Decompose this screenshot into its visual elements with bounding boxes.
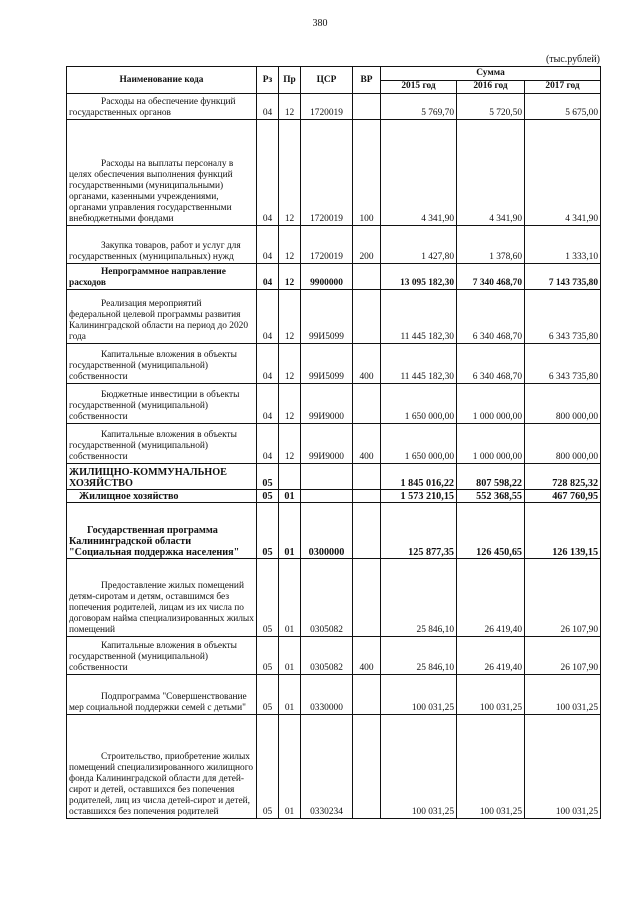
table-row (67, 264, 601, 290)
row-2015: 4 341,90 (381, 120, 457, 226)
table-row (67, 637, 601, 675)
row-2017: 7 143 735,80 (525, 264, 601, 290)
row-pr: 12 (279, 384, 301, 424)
row-2016: 6 340 468,70 (457, 290, 525, 344)
row-name: Непрограммное направление расходов (67, 264, 257, 290)
table-row (67, 120, 601, 226)
table-row (67, 715, 601, 819)
table-row (67, 675, 601, 715)
row-name: Жилищное хозяйство (67, 490, 257, 503)
row-name: Расходы на обеспечение функций государственных органов (67, 94, 257, 120)
row-2017: 467 760,95 (525, 490, 601, 503)
table-row (67, 424, 601, 464)
row-pr: 12 (279, 264, 301, 290)
row-2016: 7 340 468,70 (457, 264, 525, 290)
row-pr: 01 (279, 675, 301, 715)
row-pr: 12 (279, 344, 301, 384)
row-2015: 1 650 000,00 (381, 384, 457, 424)
row-csr (301, 464, 353, 490)
row-2016: 126 450,65 (457, 503, 525, 559)
row-2017: 100 031,25 (525, 715, 601, 819)
row-2015: 13 095 182,30 (381, 264, 457, 290)
row-2016: 807 598,22 (457, 464, 525, 490)
row-2017: 4 341,90 (525, 120, 601, 226)
page-number: 380 (312, 18, 328, 29)
row-2016: 4 341,90 (457, 120, 525, 226)
row-rz: 04 (257, 424, 279, 464)
row-2015: 1 573 210,15 (381, 490, 457, 503)
row-rz: 04 (257, 94, 279, 120)
row-2016: 5 720,50 (457, 94, 525, 120)
row-name: Капитальные вложения в объекты государственной (муниципальной) собственности (67, 637, 257, 675)
row-pr: 01 (279, 637, 301, 675)
table-row (67, 384, 601, 424)
row-name: Капитальные вложения в объекты государственной (муниципальной) собственности (67, 344, 257, 384)
row-2017: 1 333,10 (525, 226, 601, 264)
row-2016: 100 031,25 (457, 675, 525, 715)
row-csr (301, 490, 353, 503)
row-2016: 26 419,40 (457, 637, 525, 675)
row-rz: 05 (257, 464, 279, 490)
row-2015: 125 877,35 (381, 503, 457, 559)
row-rz: 05 (257, 715, 279, 819)
row-2015: 5 769,70 (381, 94, 457, 120)
row-csr: 99И9000 (301, 384, 353, 424)
table-row (67, 490, 601, 503)
row-2016: 1 000 000,00 (457, 424, 525, 464)
row-pr: 12 (279, 94, 301, 120)
header-vr: ВР (353, 67, 381, 94)
row-vr (353, 290, 381, 344)
row-pr: 12 (279, 290, 301, 344)
row-vr (353, 264, 381, 290)
row-pr: 01 (279, 715, 301, 819)
row-csr: 0305082 (301, 559, 353, 637)
table-row (67, 344, 601, 384)
row-csr: 1720019 (301, 120, 353, 226)
row-csr: 99И9000 (301, 424, 353, 464)
row-csr: 1720019 (301, 226, 353, 264)
row-2017: 728 825,32 (525, 464, 601, 490)
table-row (67, 94, 601, 120)
row-vr (353, 675, 381, 715)
row-name: Бюджетные инвестиции в объекты государственной (муниципальной) собственности (67, 384, 257, 424)
row-2016: 26 419,40 (457, 559, 525, 637)
row-2015: 11 445 182,30 (381, 344, 457, 384)
table-row (67, 464, 601, 490)
row-vr (353, 464, 381, 490)
header-2015: 2015 год (381, 80, 457, 94)
row-name: Подпрограмма "Совершенствование мер социальной поддержки семей с детьми" (67, 675, 257, 715)
row-rz: 04 (257, 264, 279, 290)
header-name: Наименование кода (67, 67, 257, 94)
row-rz: 04 (257, 344, 279, 384)
row-name: Строительство, приобретение жилых помещений специализированного жилищного фонда Калининградской области для детей-сирот и детей, оставшихся без попечения родителей, лиц из числа детей-сирот и детей, оставшихся без попечения родителей (67, 715, 257, 819)
row-2016: 1 378,60 (457, 226, 525, 264)
row-csr: 0330234 (301, 715, 353, 819)
table-row (67, 290, 601, 344)
table-row (67, 559, 601, 637)
row-rz: 04 (257, 120, 279, 226)
row-name: Капитальные вложения в объекты государственной (муниципальной) собственности (67, 424, 257, 464)
row-2015: 25 846,10 (381, 637, 457, 675)
row-2017: 800 000,00 (525, 424, 601, 464)
header-sum: Сумма (381, 67, 601, 81)
row-2017: 6 343 735,80 (525, 344, 601, 384)
row-2015: 11 445 182,30 (381, 290, 457, 344)
units-label: (тыс.рублей) (545, 54, 600, 65)
row-rz: 05 (257, 490, 279, 503)
row-2017: 800 000,00 (525, 384, 601, 424)
row-pr: 12 (279, 226, 301, 264)
row-2015: 100 031,25 (381, 715, 457, 819)
row-vr (353, 94, 381, 120)
row-rz: 05 (257, 559, 279, 637)
row-2016: 1 000 000,00 (457, 384, 525, 424)
row-pr: 12 (279, 120, 301, 226)
row-csr: 0300000 (301, 503, 353, 559)
row-pr: 12 (279, 424, 301, 464)
row-pr: 01 (279, 503, 301, 559)
row-2015: 25 846,10 (381, 559, 457, 637)
row-2017: 26 107,90 (525, 559, 601, 637)
header-2017: 2017 год (525, 80, 601, 94)
row-name: ЖИЛИЩНО-КОММУНАЛЬНОЕ ХОЗЯЙСТВО (67, 464, 257, 490)
row-name: Государственная программа Калининградской области "Социальная поддержка населения" (67, 503, 257, 559)
row-csr: 1720019 (301, 94, 353, 120)
row-vr: 400 (353, 424, 381, 464)
row-pr: 01 (279, 490, 301, 503)
row-vr (353, 503, 381, 559)
row-2015: 100 031,25 (381, 675, 457, 715)
row-rz: 05 (257, 503, 279, 559)
row-rz: 05 (257, 675, 279, 715)
row-pr (279, 464, 301, 490)
row-rz: 04 (257, 384, 279, 424)
row-2016: 552 368,55 (457, 490, 525, 503)
table-row (67, 503, 601, 559)
row-vr: 200 (353, 226, 381, 264)
row-csr: 0330000 (301, 675, 353, 715)
row-name: Закупка товаров, работ и услуг для государственных (муниципальных) нужд (67, 226, 257, 264)
row-pr: 01 (279, 559, 301, 637)
row-2015: 1 427,80 (381, 226, 457, 264)
header-pr: Пр (279, 67, 301, 94)
row-2017: 26 107,90 (525, 637, 601, 675)
row-vr: 100 (353, 120, 381, 226)
row-vr: 400 (353, 344, 381, 384)
row-vr (353, 715, 381, 819)
row-2017: 100 031,25 (525, 675, 601, 715)
header-2016: 2016 год (457, 80, 525, 94)
header-rz: Рз (257, 67, 279, 94)
row-csr: 99И5099 (301, 290, 353, 344)
row-name: Расходы на выплаты персоналу в целях обеспечения выполнения функций государственными (муниципальными) органами, казенными учреждениями, органами управления государственными внебюджетными фондами (67, 120, 257, 226)
row-name: Предоставление жилых помещений детям-сиротам и детям, оставшимся без попечения родителей, лицам из их числа по договорам найма специализированных жилых помещений (67, 559, 257, 637)
row-2017: 126 139,15 (525, 503, 601, 559)
table-row (67, 226, 601, 264)
row-csr: 0305082 (301, 637, 353, 675)
budget-table (66, 66, 601, 819)
row-2017: 6 343 735,80 (525, 290, 601, 344)
row-2016: 100 031,25 (457, 715, 525, 819)
row-rz: 04 (257, 290, 279, 344)
row-2016: 6 340 468,70 (457, 344, 525, 384)
row-vr (353, 490, 381, 503)
row-name: Реализация мероприятий федеральной целевой программы развития Калининградской области на период до 2020 года (67, 290, 257, 344)
row-csr: 99И5099 (301, 344, 353, 384)
row-csr: 9900000 (301, 264, 353, 290)
row-vr (353, 384, 381, 424)
row-2015: 1 650 000,00 (381, 424, 457, 464)
row-vr (353, 559, 381, 637)
row-rz: 05 (257, 637, 279, 675)
row-rz: 04 (257, 226, 279, 264)
row-2017: 5 675,00 (525, 94, 601, 120)
row-2015: 1 845 016,22 (381, 464, 457, 490)
row-vr: 400 (353, 637, 381, 675)
header-csr: ЦСР (301, 67, 353, 94)
